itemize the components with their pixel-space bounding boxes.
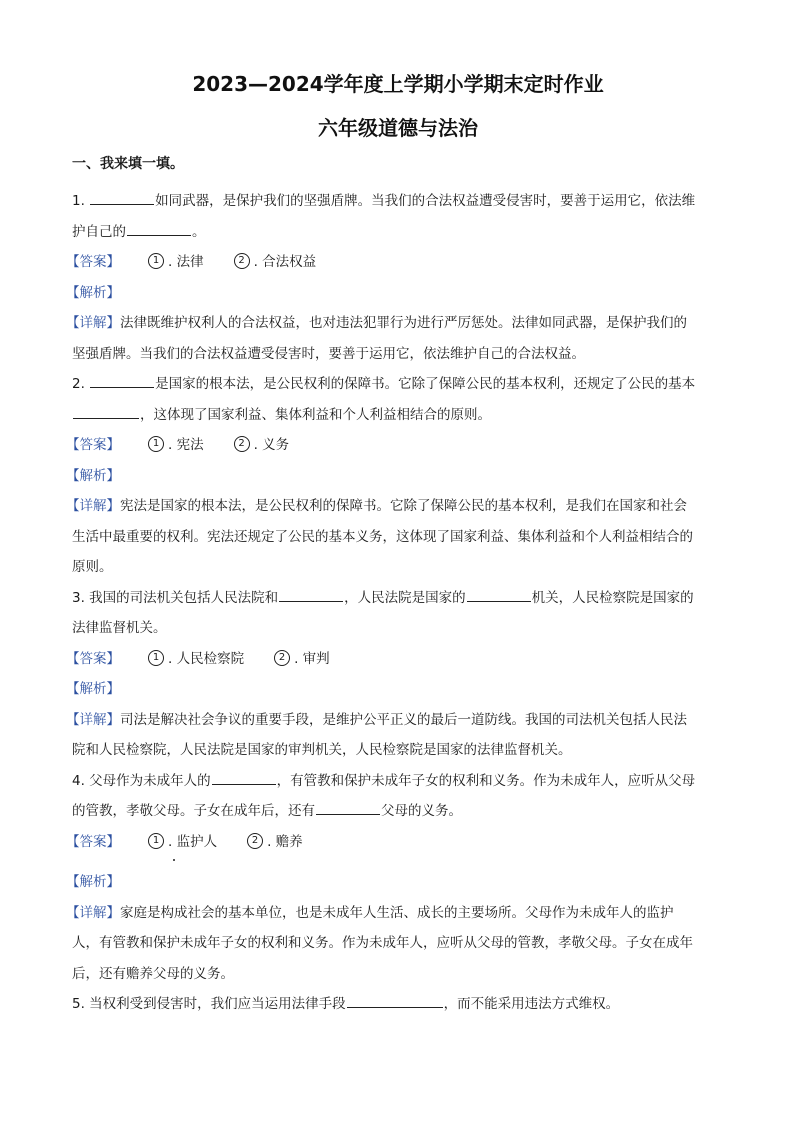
detail-text: 坚强盾牌。当我们的合法权益遭受侵害时，要善于运用它，依法维护自己的合法权益。 [72, 345, 585, 362]
analysis-label: 【解析】 [66, 284, 120, 301]
answer-line [66, 827, 724, 858]
analysis-label: 【解析】 [66, 467, 120, 484]
detail-text: 院和人民检察院，人民法院是国家的审判机关，人民检察院是国家的法律监督机关。 [72, 742, 572, 758]
question-5 [72, 989, 724, 1020]
question-text: 3. 我国的司法机关包括人民法院和 ，人民法院是国家的 机关，人民检察院是国家的 [72, 583, 724, 614]
question-text: 2. 是国家的根本法，是公民权利的保障书。它除了保障公民的基本权利，还规定了公民的基本 [72, 369, 724, 400]
circled-number-icon: 1 [148, 253, 164, 269]
question-text: 1. 如同武器，是保护我们的坚强盾牌。当我们的合法权益遭受侵害时，要善于运用它，依法维 [72, 186, 724, 217]
question-2 [66, 369, 724, 583]
section-heading: 一、我来填一填。 [72, 156, 184, 172]
question-text: 法律监督机关。 [72, 620, 167, 636]
answer-label: 【答案】 [66, 650, 120, 667]
detail-text: 人，有管教和保护未成年子女的权利和义务。作为未成年人，应听从父母的管教，孝敬父母。子女在成年 [72, 935, 693, 951]
fill-blank [127, 221, 191, 236]
document-subtitle: 六年级道德与法治 [318, 116, 478, 140]
answer-item: 2 . 合法权益 [234, 247, 317, 278]
fill-blank [467, 587, 531, 602]
stray-dot [173, 859, 175, 861]
answer-line [66, 644, 724, 675]
answer-line [66, 430, 724, 461]
circled-number-icon: 2 [234, 436, 250, 452]
circled-number-icon: 2 [247, 833, 263, 849]
circled-number-icon: 1 [148, 833, 164, 849]
question-text: 4. 父母作为未成年人的 ，有管教和保护未成年子女的权利和义务。作为未成年人，应听从父母 [72, 766, 724, 797]
detail-text: 【详解】宪法是国家的根本法，是公民权利的保障书。它除了保障公民的基本权利，是我们在国家和社会 [66, 498, 687, 514]
detail-text: 【详解】家庭是构成社会的基本单位，也是未成年人生活、成长的主要场所。父母作为未成年人的监护 [66, 904, 674, 921]
answer-label: 【答案】 [66, 254, 120, 270]
fill-blank [73, 404, 139, 419]
question-text: 护自己的 。 [72, 217, 724, 248]
detail-text: 后，还有赡养父母的义务。 [72, 965, 234, 982]
detail-text: 【详解】法律既维护权利人的合法权益，也对违法犯罪行为进行严厉惩处。法律如同武器，是保护我们的 [66, 315, 687, 331]
analysis-label: 【解析】 [66, 874, 120, 890]
detail-text: 原则。 [72, 559, 113, 575]
fill-blank [347, 993, 443, 1008]
answer-line [66, 247, 724, 278]
question-3 [66, 583, 724, 766]
circled-number-icon: 2 [274, 650, 290, 666]
answer-item: 1 . 宪法 [148, 430, 204, 461]
fill-blank [316, 800, 380, 815]
answer-item: 1 . 监护人 [148, 827, 217, 858]
question-text: ，这体现了国家利益、集体利益和个人利益相结合的原则。 [72, 400, 724, 431]
answer-item: 2 . 义务 [234, 430, 290, 461]
detail-text: 【详解】司法是解决社会争议的重要手段，是维护公平正义的最后一道防线。我国的司法机关包括人民法 [66, 711, 687, 728]
answer-label: 【答案】 [66, 833, 120, 850]
circled-number-icon: 1 [148, 650, 164, 666]
answer-label: 【答案】 [66, 437, 120, 453]
question-text: 的管教，孝敬父母。子女在成年后，还有 父母的义务。 [72, 796, 724, 827]
document-title: 2023—2024学年度上学期小学期末定时作业 [192, 72, 604, 96]
detail-text: 生活中最重要的权利。宪法还规定了公民的基本义务，这体现了国家利益、集体利益和个人利益相结合的 [72, 528, 693, 545]
fill-blank [90, 190, 154, 205]
fill-blank [90, 373, 154, 388]
question-text: 5. 当权利受到侵害时，我们应当运用法律手段 ，而不能采用违法方式维权。 [72, 989, 724, 1020]
analysis-label: 【解析】 [66, 681, 120, 697]
answer-item: 2 . 赡养 [247, 827, 303, 858]
answer-item: 1 . 人民检察院 [148, 644, 244, 675]
circled-number-icon: 2 [234, 253, 250, 269]
fill-blank [212, 770, 276, 785]
circled-number-icon: 1 [148, 436, 164, 452]
fill-blank [279, 587, 343, 602]
answer-item: 2 . 审判 [274, 644, 330, 675]
question-1 [66, 186, 724, 369]
answer-item: 1 . 法律 [148, 247, 204, 278]
question-4 [66, 766, 724, 990]
